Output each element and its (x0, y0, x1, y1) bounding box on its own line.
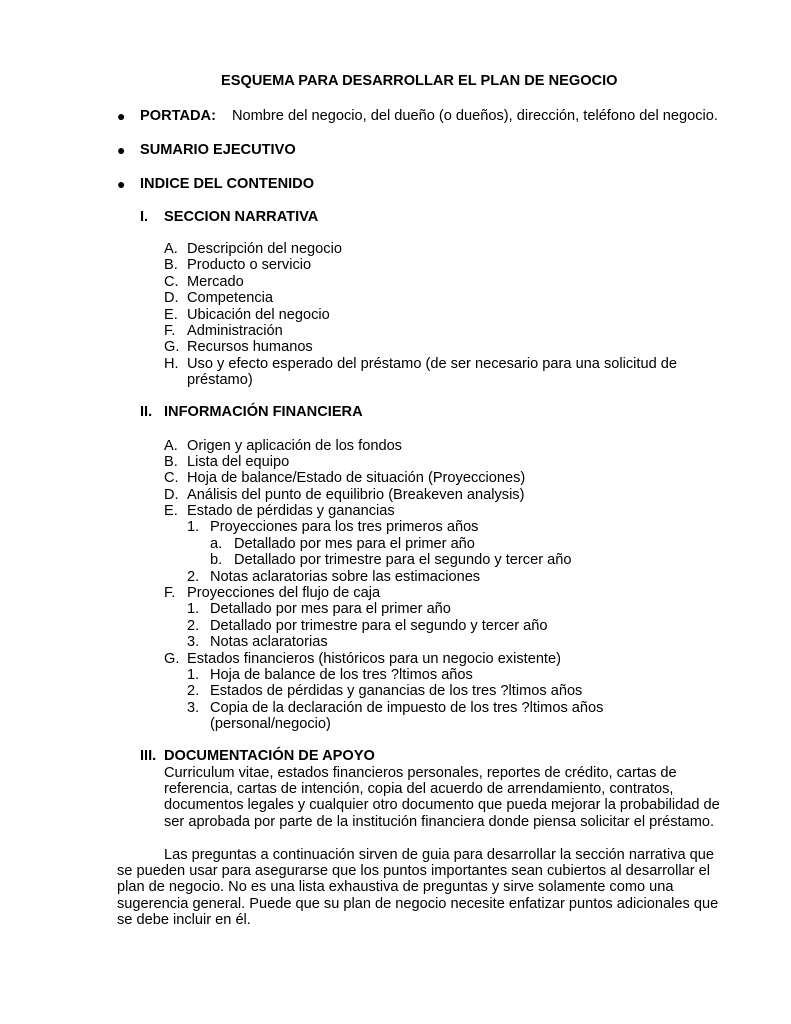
indice-heading: INDICE DEL CONTENIDO (140, 176, 315, 192)
list-marker: 2. (187, 683, 200, 699)
section-ii-title: INFORMACIÓN FINANCIERA (164, 404, 363, 420)
list-marker: G. (164, 339, 180, 355)
section-iii-numeral: III. (140, 748, 157, 764)
list-marker: 1. (187, 601, 200, 617)
document-title: ESQUEMA PARA DESARROLLAR EL PLAN DE NEGOCIO (221, 73, 618, 89)
list-marker: C. (164, 274, 179, 290)
list-item: Notas aclaratorias sobre las estimaciones (210, 569, 481, 585)
section-iii-text-line: documentos legales y cualquier otro documento que pueda mejorar la probabilidad de (164, 797, 720, 813)
list-marker: 3. (187, 634, 200, 650)
list-marker: 1. (187, 667, 200, 683)
list-marker: C. (164, 470, 179, 486)
list-item: Detallado por mes para el primer año (234, 536, 475, 552)
list-marker: F. (164, 585, 176, 601)
list-item: Estados de pérdidas y ganancias de los tres ?ltimos años (210, 683, 583, 699)
list-marker: B. (164, 257, 178, 273)
list-item: Detallado por trimestre para el segundo y tercer año (210, 618, 548, 634)
list-item: Descripción del negocio (187, 241, 342, 257)
list-item: Proyecciones para los tres primeros años (210, 519, 479, 535)
list-item: Detallado por trimestre para el segundo y tercer año (234, 552, 572, 568)
list-item: Copia de la declaración de impuesto de los tres ?ltimos años (210, 700, 604, 716)
closing-paragraph-line: sugerencia general. Puede que su plan de negocio necesite enfatizar puntos adicionales que (117, 896, 719, 912)
list-item: Ubicación del negocio (187, 307, 330, 323)
list-marker: a. (210, 536, 223, 552)
closing-paragraph-line: se debe incluir en él. (117, 912, 251, 928)
list-marker: E. (164, 503, 178, 519)
list-marker: F. (164, 323, 176, 339)
list-item: Recursos humanos (187, 339, 313, 355)
closing-paragraph-line: Las preguntas a continuación sirven de guia para desarrollar la sección narrativa que (164, 847, 715, 863)
bullet-icon: ● (117, 108, 126, 124)
bullet-icon: ● (117, 176, 126, 192)
section-ii-numeral: II. (140, 404, 153, 420)
list-item: Origen y aplicación de los fondos (187, 438, 402, 454)
list-marker: A. (164, 438, 178, 454)
sumario-heading: SUMARIO EJECUTIVO (140, 142, 296, 158)
list-item: Hoja de balance de los tres ?ltimos años (210, 667, 473, 683)
list-marker: 2. (187, 569, 200, 585)
list-marker: 3. (187, 700, 200, 716)
list-marker: b. (210, 552, 223, 568)
bullet-icon: ● (117, 142, 126, 158)
section-i-numeral: I. (140, 209, 149, 225)
list-item: Análisis del punto de equilibrio (Breakeven analysis) (187, 487, 525, 503)
section-iii-title: DOCUMENTACIÓN DE APOYO (164, 748, 375, 764)
list-item: Notas aclaratorias (210, 634, 328, 650)
list-item-continuation: (personal/negocio) (210, 716, 331, 732)
list-item: Proyecciones del flujo de caja (187, 585, 381, 601)
list-item-continuation: préstamo) (187, 372, 253, 388)
list-item: Estado de pérdidas y ganancias (187, 503, 395, 519)
list-item: Hoja de balance/Estado de situación (Proyecciones) (187, 470, 526, 486)
list-item: Lista del equipo (187, 454, 290, 470)
list-item: Detallado por mes para el primer año (210, 601, 451, 617)
section-iii-text-line: referencia, cartas de intención, copia del acuerdo de arrendamiento, contratos, (164, 781, 674, 797)
list-marker: H. (164, 356, 179, 372)
closing-paragraph-line: plan de negocio. No es una lista exhaustiva de preguntas y sirve solamente como una (117, 879, 674, 895)
list-marker: D. (164, 487, 179, 503)
list-item: Estados financieros (históricos para un negocio existente) (187, 651, 561, 667)
list-item: Producto o servicio (187, 257, 312, 273)
list-marker: B. (164, 454, 178, 470)
list-item: Competencia (187, 290, 273, 306)
section-i-title: SECCION NARRATIVA (164, 209, 319, 225)
section-iii-text-line: Curriculum vitae, estados financieros personales, reportes de crédito, cartas de (164, 765, 677, 781)
list-marker: G. (164, 651, 180, 667)
portada-description: Nombre del negocio, del dueño (o dueños), dirección, teléfono del negocio. (232, 108, 718, 124)
list-item: Administración (187, 323, 283, 339)
list-marker: 2. (187, 618, 200, 634)
list-marker: D. (164, 290, 179, 306)
list-item: Uso y efecto esperado del préstamo (de ser necesario para una solicitud de (187, 356, 677, 372)
list-marker: A. (164, 241, 178, 257)
list-marker: 1. (187, 519, 200, 535)
section-iii-text-line: ser aprobada por parte de la institución financiera donde piensa solicitar el préstamo. (164, 814, 715, 830)
list-marker: E. (164, 307, 178, 323)
portada-label: PORTADA: (140, 108, 216, 124)
list-item: Mercado (187, 274, 244, 290)
closing-paragraph-line: se pueden usar para asegurarse que los puntos importantes sean cubiertos al desarrollar el (117, 863, 711, 879)
